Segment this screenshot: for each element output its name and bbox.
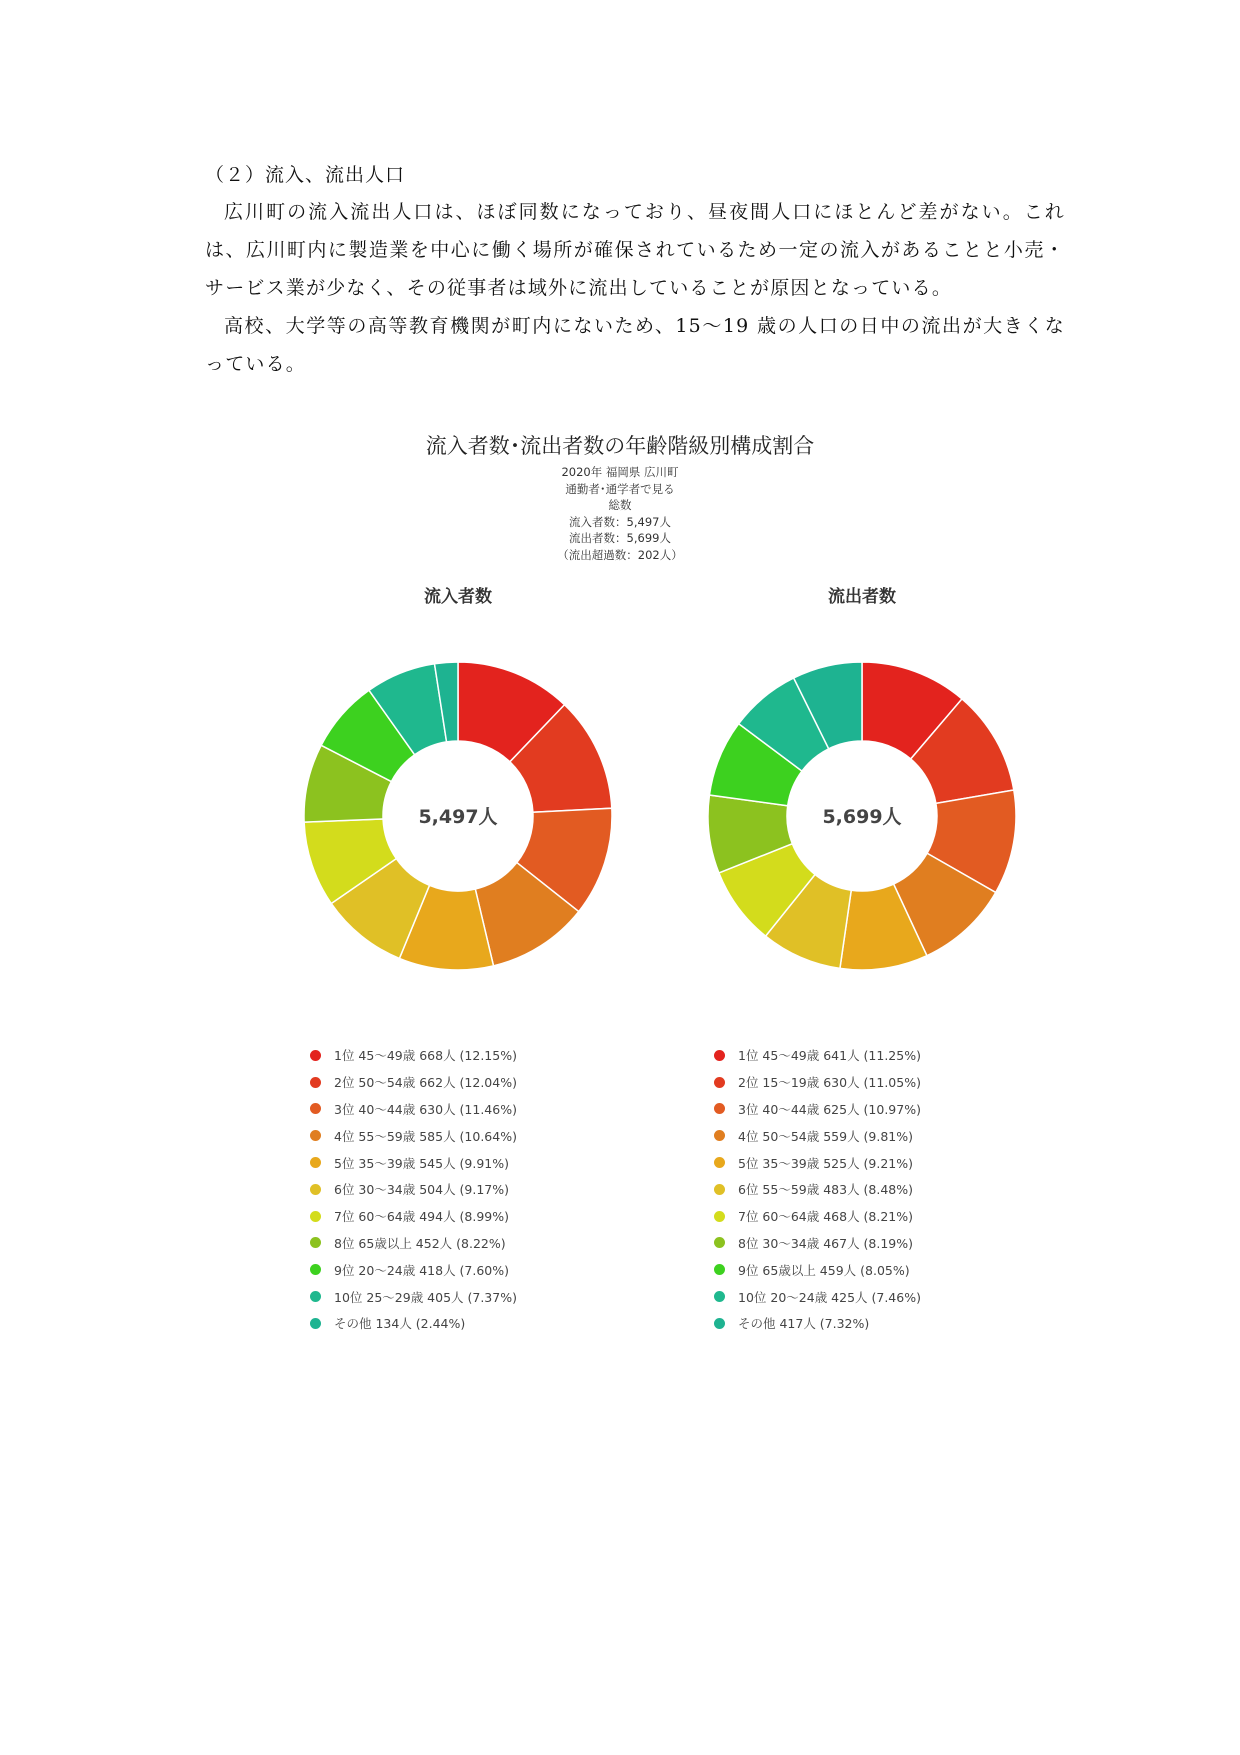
inflow-panel bbox=[248, 582, 668, 1332]
outflow-donut-chart bbox=[702, 656, 1022, 976]
legend-label: 5位 35～39歳 545人 (9.91%) bbox=[334, 1155, 510, 1171]
legend-item[interactable] bbox=[310, 1122, 517, 1149]
legend-item[interactable] bbox=[310, 1256, 517, 1283]
legend-marker bbox=[714, 1211, 725, 1222]
inflow-legend bbox=[310, 1042, 517, 1337]
legend-item[interactable] bbox=[714, 1283, 921, 1310]
legend-item[interactable] bbox=[714, 1203, 921, 1230]
legend-label: その他 134人 (2.44%) bbox=[334, 1316, 466, 1332]
legend-marker bbox=[714, 1050, 725, 1061]
legend-label: 7位 60～64歳 468人 (8.21%) bbox=[738, 1209, 914, 1225]
legend-item[interactable] bbox=[310, 1042, 517, 1069]
chart-subtitle-total: 総数 bbox=[608, 498, 632, 512]
legend-label: 1位 45～49歳 641人 (11.25%) bbox=[738, 1048, 921, 1064]
legend-marker bbox=[310, 1237, 321, 1248]
legend-label: 6位 55～59歳 483人 (8.48%) bbox=[738, 1182, 914, 1198]
legend-label: 10位 20～24歳 425人 (7.46%) bbox=[738, 1289, 921, 1305]
legend-label: 1位 45～49歳 668人 (12.15%) bbox=[334, 1048, 517, 1064]
legend-label: 2位 50～54歳 662人 (12.04%) bbox=[334, 1075, 517, 1091]
inflow-donut-chart bbox=[298, 656, 618, 976]
legend-item[interactable] bbox=[310, 1176, 517, 1203]
legend-marker bbox=[714, 1184, 725, 1195]
paragraph-1: 広川町の流入流出人口は、ほぼ同数になっており、昼夜間人口にほとんど差がない。これは、広川町内に製造業を中心に働く場所が確保されているため一定の流入があることと小売・サービス業が少なく、その従事者は域外に流出していることが原因となっている。 bbox=[205, 201, 1065, 299]
legend-item[interactable] bbox=[310, 1283, 517, 1310]
legend-label: 5位 35～39歳 525人 (9.21%) bbox=[738, 1155, 914, 1171]
legend-marker bbox=[310, 1157, 321, 1168]
chart-header bbox=[0, 430, 1240, 563]
chart-subtitle-year: 2020年 福岡県 広川町 bbox=[561, 465, 679, 479]
legend-item[interactable] bbox=[310, 1310, 517, 1337]
legend-marker bbox=[714, 1264, 725, 1275]
legend-marker bbox=[310, 1264, 321, 1275]
legend-label: 8位 65歳以上 452人 (8.22%) bbox=[334, 1235, 506, 1251]
legend-item[interactable] bbox=[310, 1069, 517, 1096]
section-heading: （２）流入、流出人口 bbox=[205, 164, 406, 186]
legend-label: 8位 30～34歳 467人 (8.19%) bbox=[738, 1235, 914, 1251]
legend-marker bbox=[310, 1130, 321, 1141]
legend-label: 10位 25～29歳 405人 (7.37%) bbox=[334, 1289, 517, 1305]
chart-subtitle-excess: （流出超過数：202人） bbox=[557, 547, 683, 562]
legend-marker bbox=[310, 1291, 321, 1302]
legend-item[interactable] bbox=[714, 1122, 921, 1149]
legend-item[interactable] bbox=[310, 1203, 517, 1230]
inflow-chart-title: 流入者数 bbox=[424, 587, 492, 607]
legend-label: その他 417人 (7.32%) bbox=[738, 1316, 870, 1332]
donut-center-label: 5,699人 bbox=[822, 806, 902, 828]
legend-marker bbox=[310, 1050, 321, 1061]
legend-marker bbox=[714, 1103, 725, 1114]
legend-item[interactable] bbox=[310, 1149, 517, 1176]
legend-marker bbox=[714, 1291, 725, 1302]
legend-item[interactable] bbox=[714, 1310, 921, 1337]
chart-subtitle-outflow: 流出者数：5,699人 bbox=[569, 531, 671, 545]
chart-subtitle-mode: 通勤者･通学者で見る bbox=[565, 481, 675, 496]
legend-item[interactable] bbox=[714, 1149, 921, 1176]
legend-label: 9位 20～24歳 418人 (7.60%) bbox=[334, 1262, 510, 1278]
legend-label: 2位 15～19歳 630人 (11.05%) bbox=[738, 1075, 921, 1091]
legend-item[interactable] bbox=[714, 1256, 921, 1283]
legend-item[interactable] bbox=[714, 1096, 921, 1123]
outflow-legend bbox=[714, 1042, 921, 1337]
legend-marker bbox=[714, 1077, 725, 1088]
chart-subtitle-inflow: 流入者数：5,497人 bbox=[569, 514, 671, 529]
legend-item[interactable] bbox=[310, 1096, 517, 1123]
legend-label: 4位 55～59歳 585人 (10.64%) bbox=[334, 1128, 517, 1144]
document-body bbox=[205, 160, 1065, 383]
legend-marker bbox=[714, 1130, 725, 1141]
legend-label: 3位 40～44歳 630人 (11.46%) bbox=[334, 1101, 517, 1117]
legend-marker bbox=[310, 1077, 321, 1088]
legend-item[interactable] bbox=[714, 1069, 921, 1096]
outflow-panel bbox=[652, 582, 1072, 1332]
legend-item[interactable] bbox=[714, 1042, 921, 1069]
legend-label: 3位 40～44歳 625人 (10.97%) bbox=[738, 1101, 921, 1117]
legend-label: 6位 30～34歳 504人 (9.17%) bbox=[334, 1182, 510, 1198]
paragraph-2: 高校、大学等の高等教育機関が町内にないため、15～19 歳の人口の日中の流出が大きくなっている。 bbox=[205, 315, 1065, 375]
legend-marker bbox=[714, 1318, 725, 1329]
legend-item[interactable] bbox=[310, 1230, 517, 1257]
legend-item[interactable] bbox=[714, 1176, 921, 1203]
legend-item[interactable] bbox=[714, 1230, 921, 1257]
legend-label: 4位 50～54歳 559人 (9.81%) bbox=[738, 1128, 914, 1144]
chart-title: 流入者数･流出者数の年齢階級別構成割合 bbox=[425, 434, 815, 458]
legend-marker bbox=[310, 1184, 321, 1195]
legend-marker bbox=[310, 1103, 321, 1114]
legend-marker bbox=[310, 1318, 321, 1329]
legend-label: 7位 60～64歳 494人 (8.99%) bbox=[334, 1209, 510, 1225]
donut-center-label: 5,497人 bbox=[418, 806, 498, 828]
legend-marker bbox=[714, 1157, 725, 1168]
legend-marker bbox=[714, 1237, 725, 1248]
legend-marker bbox=[310, 1211, 321, 1222]
outflow-chart-title: 流出者数 bbox=[828, 587, 896, 607]
legend-label: 9位 65歳以上 459人 (8.05%) bbox=[738, 1262, 910, 1278]
